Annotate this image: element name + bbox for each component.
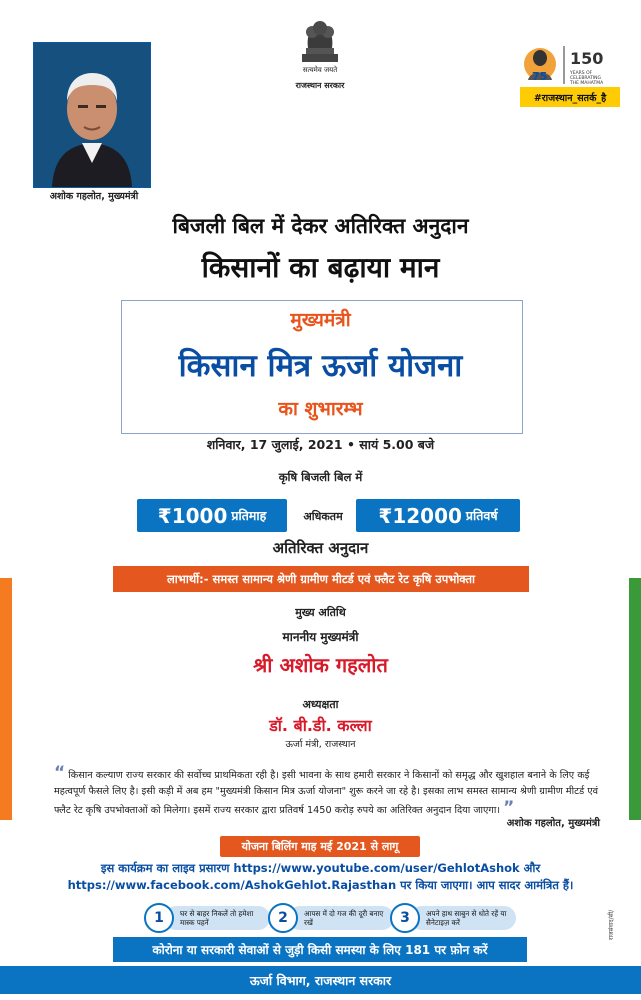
quote-signature: अशोक गहलोत, मुख्यमंत्री bbox=[506, 818, 600, 829]
quote-text: किसान कल्याण राज्य सरकार की सर्वोच्च प्राथमिकता रही है। इसी भावना के साथ हमारी सरकार ने किसानों को समृद्ध और खुशहाल बनाने के लिए कई महत्वपूर्ण फैसले लिए है। इसी कड़ी में अब हम "मुख्यमंत्री किसान मित्र ऊर्जा योजना" शुरू करने जा रहे है। इसका लाभ समस्त सामान्य श्रेणी ग्रामीण मीटर्ड एवं फ्लैट रेट कृषि उपभोक्ताओं को मिलेगा। इसमें राज्य सरकार द्वारा प्रतिवर्ष 1450 करोड़ रुपये का अतिरिक्त अनुदान दिया जाएगा। bbox=[54, 770, 598, 816]
covid-tips bbox=[144, 903, 507, 933]
scheme-prefix: मुख्यमंत्री bbox=[290, 309, 351, 331]
covid-tip bbox=[268, 903, 394, 933]
tip-text: अपने हाथ साबुन से धोते रहें या सैनेटाइज़ करें bbox=[410, 906, 516, 930]
monthly-unit: प्रतिमाह bbox=[231, 508, 267, 523]
covid-tip bbox=[144, 903, 270, 933]
tip-number: 1 bbox=[144, 903, 174, 933]
beneficiary-banner: लाभार्थी:- समस्त सामान्य श्रेणी ग्रामीण मीटर्ड एवं फ्लैट रेट कृषि उपभोक्ता bbox=[113, 566, 529, 592]
svg-text:75: 75 bbox=[532, 70, 548, 83]
monthly-amount: ₹1000 bbox=[157, 503, 228, 528]
yearly-unit: प्रतिवर्ष bbox=[465, 508, 498, 523]
minister-name: डॉ. बी.डी. कल्ला bbox=[269, 716, 372, 735]
svg-text:YEARS OF: YEARS OF bbox=[570, 71, 593, 76]
emblem-government-name: राजस्थान सरकार bbox=[295, 81, 345, 90]
tip-text: आपस में दो गज की दूरी बनाए रखें bbox=[288, 906, 394, 930]
extra-subsidy-label: अतिरिक्त अनुदान bbox=[272, 539, 369, 557]
vertical-note: राजसंवाद/सी/ bbox=[608, 909, 615, 940]
close-quote-icon: ” bbox=[503, 798, 515, 818]
cm-photo bbox=[33, 42, 151, 188]
live-stream-line-2: https://www.facebook.com/AshokGehlot.Rajasthan पर किया जाएगा। आप सादर आमंत्रित हैं। bbox=[67, 878, 574, 892]
event-date: शनिवार, 17 जुलाई, 2021 • सायं 5.00 बजे bbox=[206, 437, 435, 452]
gandhi-150-icon bbox=[520, 40, 618, 90]
open-quote-icon: “ bbox=[54, 763, 66, 783]
portrait-image bbox=[34, 43, 150, 187]
headline-line-1: बिजली बिल में देकर अतिरिक्त अनुदान bbox=[172, 214, 469, 238]
emblem-motto: सत्यमेव जयते bbox=[302, 66, 338, 74]
max-label: अधिकतम bbox=[303, 510, 343, 523]
photo-caption: अशोक गहलोत, मुख्यमंत्री bbox=[49, 191, 139, 202]
department-footer: ऊर्जा विभाग, राजस्थान सरकार bbox=[0, 966, 641, 994]
chief-guest-label: मुख्य अतिथि bbox=[295, 606, 346, 619]
tip-text: घर से बाहर निकलें तो हमेशा मास्क पहनें bbox=[164, 906, 270, 930]
billing-banner: योजना बिलिंग माह मई 2021 से लागू bbox=[220, 836, 420, 857]
helpline-banner: कोरोना या सरकारी सेवाओं से जुड़ी किसी समस्या के लिए 181 पर फ़ोन करें bbox=[113, 937, 527, 962]
honorable-title: माननीय मुख्यमंत्री bbox=[282, 630, 359, 644]
yearly-amount-badge bbox=[356, 499, 520, 532]
tip-number: 3 bbox=[390, 903, 420, 933]
footer-margin bbox=[0, 994, 641, 1000]
cm-quote bbox=[54, 765, 602, 819]
covid-tip bbox=[390, 903, 516, 933]
yearly-amount: ₹12000 bbox=[378, 503, 462, 528]
monthly-amount-badge bbox=[137, 499, 287, 532]
svg-text:CELEBRATING: CELEBRATING bbox=[570, 76, 602, 81]
minister-role: ऊर्जा मंत्री, राजस्थान bbox=[285, 739, 356, 750]
scheme-name: किसान मित्र ऊर्जा योजना bbox=[178, 348, 463, 384]
svg-text:THE MAHATMA: THE MAHATMA bbox=[570, 81, 604, 86]
hashtag-banner: #राजस्थान_सतर्क_है bbox=[520, 87, 620, 107]
scheme-suffix: का शुभारम्भ bbox=[278, 398, 363, 420]
gandhi-150-logo bbox=[520, 40, 618, 90]
tip-number: 2 bbox=[268, 903, 298, 933]
chief-minister-name: श्री अशोक गहलोत bbox=[253, 653, 388, 677]
subsidy-intro: कृषि बिजली बिल में bbox=[278, 470, 363, 484]
presided-label: अध्यक्षता bbox=[302, 698, 339, 711]
lion-capital-icon bbox=[280, 8, 360, 68]
svg-text:150: 150 bbox=[570, 49, 604, 68]
live-stream-line-1: इस कार्यक्रम का लाइव प्रसारण https://www.youtube.com/user/GehlotAshok और bbox=[100, 861, 541, 875]
headline-line-2: किसानों का बढ़ाया मान bbox=[201, 251, 440, 284]
